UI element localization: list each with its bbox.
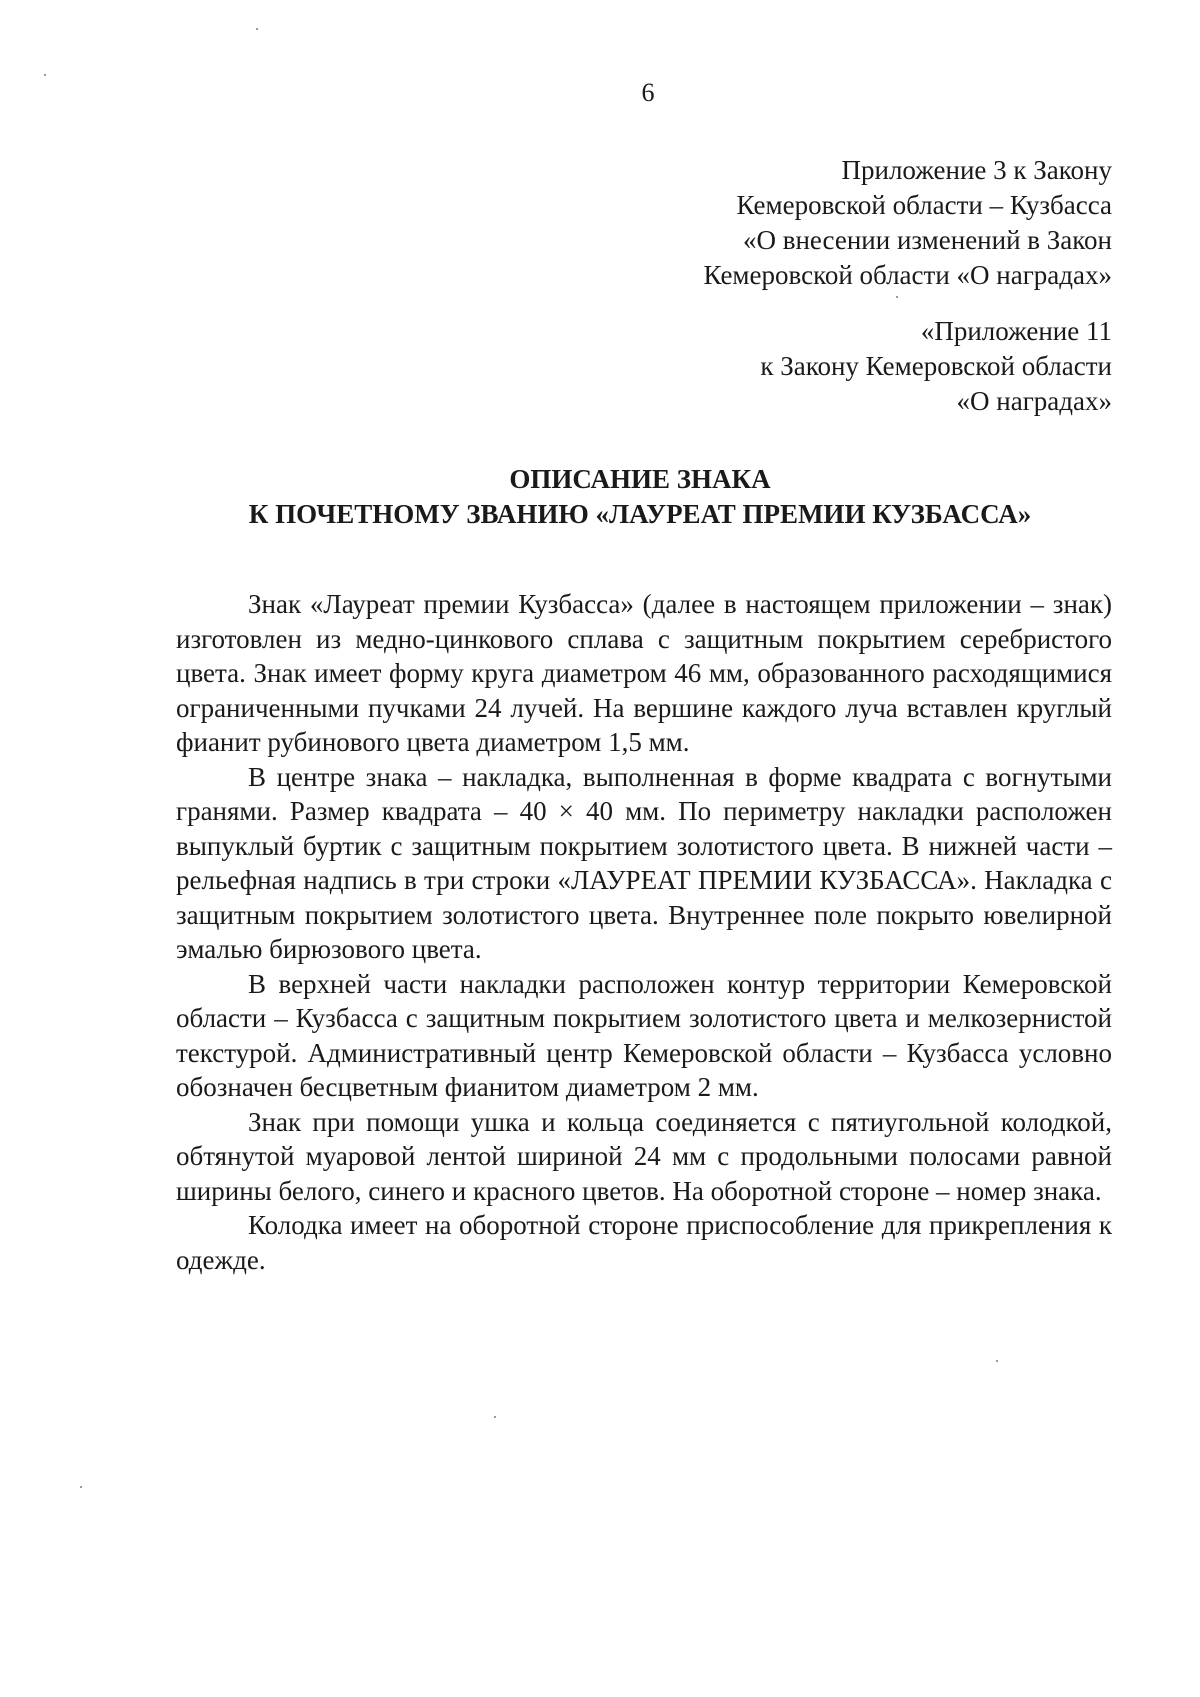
appendix-header-line: Кемеровской области – Кузбасса bbox=[736, 190, 1112, 220]
appendix-header-line: Кемеровской области «О наградах» bbox=[703, 260, 1112, 290]
document-title bbox=[40, 462, 1200, 532]
scan-speck bbox=[80, 1486, 82, 1488]
body-paragraph: Знак «Лауреат премии Кузбасса» (далее в настоящем приложении – знак) изготовлен из медно-цинкового сплава с защитным покрытием серебристого цвета. Знак имеет форму круга диаметром 46 мм, образованного расходящимися ограниченными пучками 24 лучей. На вершине каждого луча вставлен круглый фианит рубинового цвета диаметром 1,5 мм. bbox=[176, 589, 1112, 757]
appendix-header-line: «О внесении изменений в Закон bbox=[742, 225, 1112, 255]
scan-speck bbox=[996, 1360, 998, 1362]
document-title-line: К ПОЧЕТНОМУ ЗВАНИЮ «ЛАУРЕАТ ПРЕМИИ КУЗБАССА» bbox=[248, 499, 1032, 529]
document-title-line: ОПИСАНИЕ ЗНАКА bbox=[509, 464, 771, 494]
scan-speck bbox=[44, 74, 46, 76]
scan-speck bbox=[494, 1416, 496, 1418]
body-paragraph: В центре знака – накладка, выполненная в форме квадрата с вогнутыми гранями. Размер квадрата – 40 × 40 мм. По периметру накладки расположен выпуклый буртик с защитным покрытием золотистого цвета. В нижней части – рельефная надпись в три строки «ЛАУРЕАТ ПРЕМИИ КУЗБАССА». Накладка с защитным покрытием золотистого цвета. Внутреннее поле покрыто ювелирной эмалью бирюзового цвета. bbox=[176, 761, 1112, 964]
body-paragraph: В верхней части накладки расположен контур территории Кемеровской области – Кузбасса с защитным покрытием золотистого цвета и мелкозернистой текстурой. Административный центр Кемеровской области – Кузбасса условно обозначен бесцветным фианитом диаметром 2 мм. bbox=[176, 968, 1112, 1102]
document-body bbox=[176, 587, 1112, 1277]
appendix-header bbox=[703, 153, 1112, 293]
appendix-subheader bbox=[760, 314, 1112, 419]
page-number: 6 bbox=[641, 78, 655, 107]
appendix-subheader-line: «О наградах» bbox=[956, 386, 1112, 416]
body-paragraph: Колодка имеет на оборотной стороне приспособление для прикрепления к одежде. bbox=[176, 1210, 1112, 1275]
appendix-header-line: Приложение 3 к Закону bbox=[841, 155, 1112, 185]
scan-speck bbox=[256, 28, 258, 30]
appendix-subheader-line: к Закону Кемеровской области bbox=[760, 351, 1112, 381]
body-paragraph: Знак при помощи ушка и кольца соединяется с пятиугольной колодкой, обтянутой муаровой лентой шириной 24 мм с продольными полосами равной ширины белого, синего и красного цветов. На оборотной стороне – номер знака. bbox=[176, 1106, 1112, 1206]
appendix-subheader-line: «Приложение 11 bbox=[920, 316, 1112, 346]
scan-speck bbox=[896, 296, 898, 298]
